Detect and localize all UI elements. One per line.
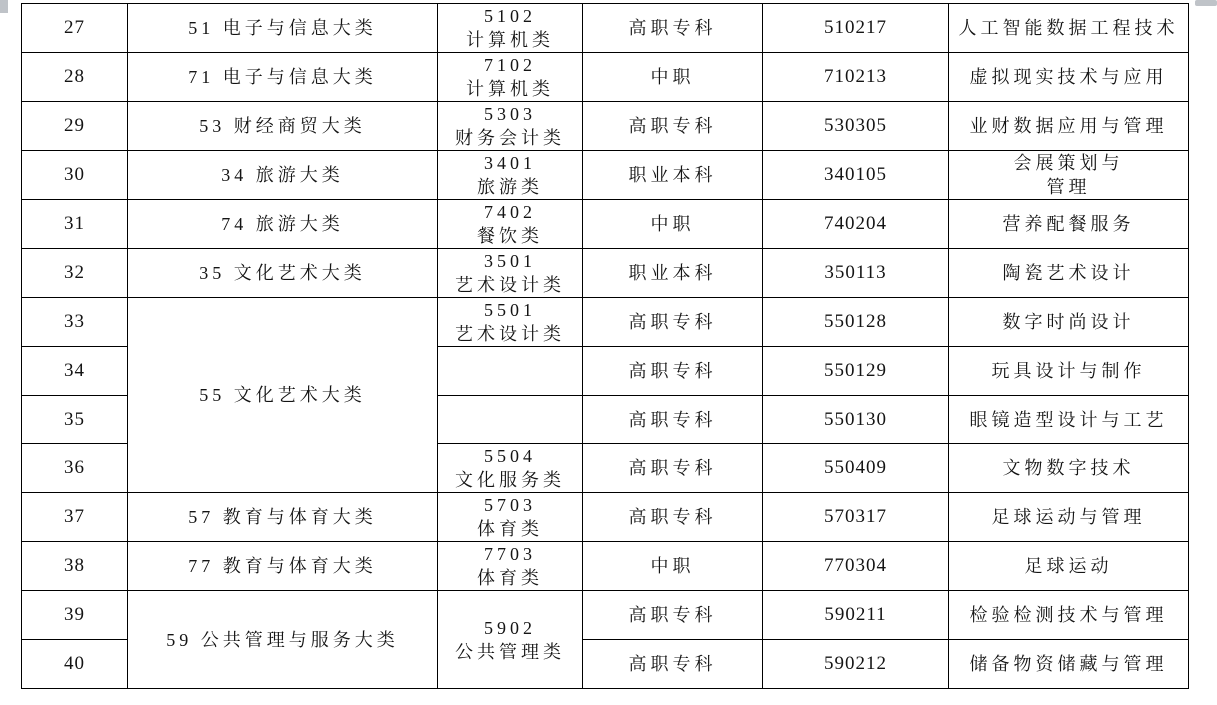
cell-category: 77 教育与体育大类 — [128, 542, 438, 591]
cell-category: 53 财经商贸大类 — [128, 102, 438, 151]
cell-class-code: 3401 旅游类 — [438, 151, 583, 200]
cell-level: 高职专科 — [583, 347, 763, 396]
majors-table — [21, 3, 1189, 689]
cell-row-number: 40 — [22, 640, 128, 689]
table-row — [22, 151, 1189, 200]
cell-major-name: 人工智能数据工程技术 — [949, 4, 1189, 53]
cell-level: 中职 — [583, 200, 763, 249]
cell-major-code: 590212 — [763, 640, 949, 689]
cell-level: 职业本科 — [583, 151, 763, 200]
cell-row-number: 28 — [22, 53, 128, 102]
cell-major-name: 营养配餐服务 — [949, 200, 1189, 249]
table-row — [22, 4, 1189, 53]
cell-class-code: 5902 公共管理类 — [438, 591, 583, 688]
cell-row-number: 34 — [22, 347, 128, 396]
cell-major-code: 770304 — [763, 542, 949, 591]
cell-row-number: 30 — [22, 151, 128, 200]
cell-major-code: 570317 — [763, 493, 949, 542]
cell-major-code: 710213 — [763, 53, 949, 102]
cell-category: 59 公共管理与服务大类 — [128, 591, 438, 688]
cell-major-code: 530305 — [763, 102, 949, 151]
cell-major-code: 740204 — [763, 200, 949, 249]
cell-major-code: 550130 — [763, 395, 949, 444]
cell-class-code: 3501 艺术设计类 — [438, 249, 583, 298]
cell-class-code: 5504 文化服务类 — [438, 444, 583, 493]
cell-major-name: 足球运动与管理 — [949, 493, 1189, 542]
scrollbar-fragment — [1195, 0, 1217, 6]
cell-level: 高职专科 — [583, 4, 763, 53]
cell-level: 高职专科 — [583, 102, 763, 151]
cell-row-number: 35 — [22, 395, 128, 444]
cell-class-code: 7703 体育类 — [438, 542, 583, 591]
cell-class-code: 5102 计算机类 — [438, 4, 583, 53]
cell-row-number: 33 — [22, 298, 128, 347]
table-row — [22, 249, 1189, 298]
cell-row-number: 38 — [22, 542, 128, 591]
cell-class-code: 5501 艺术设计类 — [438, 298, 583, 347]
cell-major-name: 玩具设计与制作 — [949, 347, 1189, 396]
cell-level: 高职专科 — [583, 395, 763, 444]
cell-major-name: 储备物资储藏与管理 — [949, 640, 1189, 689]
cell-major-code: 350113 — [763, 249, 949, 298]
cell-class-code — [438, 347, 583, 396]
page-edge-artifact — [0, 0, 8, 13]
cell-level: 职业本科 — [583, 249, 763, 298]
cell-major-code: 550409 — [763, 444, 949, 493]
cell-major-name: 眼镜造型设计与工艺 — [949, 395, 1189, 444]
cell-category: 51 电子与信息大类 — [128, 4, 438, 53]
cell-category: 57 教育与体育大类 — [128, 493, 438, 542]
cell-major-name: 陶瓷艺术设计 — [949, 249, 1189, 298]
cell-level: 中职 — [583, 53, 763, 102]
cell-row-number: 36 — [22, 444, 128, 493]
cell-category: 55 文化艺术大类 — [128, 298, 438, 493]
cell-major-name: 数字时尚设计 — [949, 298, 1189, 347]
cell-row-number: 27 — [22, 4, 128, 53]
cell-category: 35 文化艺术大类 — [128, 249, 438, 298]
majors-table-body — [22, 4, 1189, 689]
table-row — [22, 102, 1189, 151]
cell-major-name: 足球运动 — [949, 542, 1189, 591]
table-row — [22, 200, 1189, 249]
cell-major-code: 550129 — [763, 347, 949, 396]
cell-category: 34 旅游大类 — [128, 151, 438, 200]
cell-level: 中职 — [583, 542, 763, 591]
table-row — [22, 53, 1189, 102]
cell-major-name: 会展策划与 管理 — [949, 151, 1189, 200]
cell-level: 高职专科 — [583, 640, 763, 689]
cell-row-number: 37 — [22, 493, 128, 542]
cell-major-name: 虚拟现实技术与应用 — [949, 53, 1189, 102]
cell-level: 高职专科 — [583, 591, 763, 640]
table-row — [22, 493, 1189, 542]
cell-major-code: 510217 — [763, 4, 949, 53]
cell-class-code: 5703 体育类 — [438, 493, 583, 542]
cell-level: 高职专科 — [583, 444, 763, 493]
table-row — [22, 298, 1189, 347]
cell-level: 高职专科 — [583, 298, 763, 347]
cell-major-code: 550128 — [763, 298, 949, 347]
cell-category: 74 旅游大类 — [128, 200, 438, 249]
cell-major-code: 590211 — [763, 591, 949, 640]
cell-class-code: 7102 计算机类 — [438, 53, 583, 102]
cell-category: 71 电子与信息大类 — [128, 53, 438, 102]
cell-class-code: 7402 餐饮类 — [438, 200, 583, 249]
table-row — [22, 542, 1189, 591]
cell-row-number: 29 — [22, 102, 128, 151]
cell-major-name: 检验检测技术与管理 — [949, 591, 1189, 640]
cell-row-number: 32 — [22, 249, 128, 298]
cell-major-name: 业财数据应用与管理 — [949, 102, 1189, 151]
cell-major-code: 340105 — [763, 151, 949, 200]
cell-class-code: 5303 财务会计类 — [438, 102, 583, 151]
cell-row-number: 39 — [22, 591, 128, 640]
table-row — [22, 591, 1189, 640]
cell-row-number: 31 — [22, 200, 128, 249]
cell-level: 高职专科 — [583, 493, 763, 542]
cell-class-code — [438, 395, 583, 444]
cell-major-name: 文物数字技术 — [949, 444, 1189, 493]
